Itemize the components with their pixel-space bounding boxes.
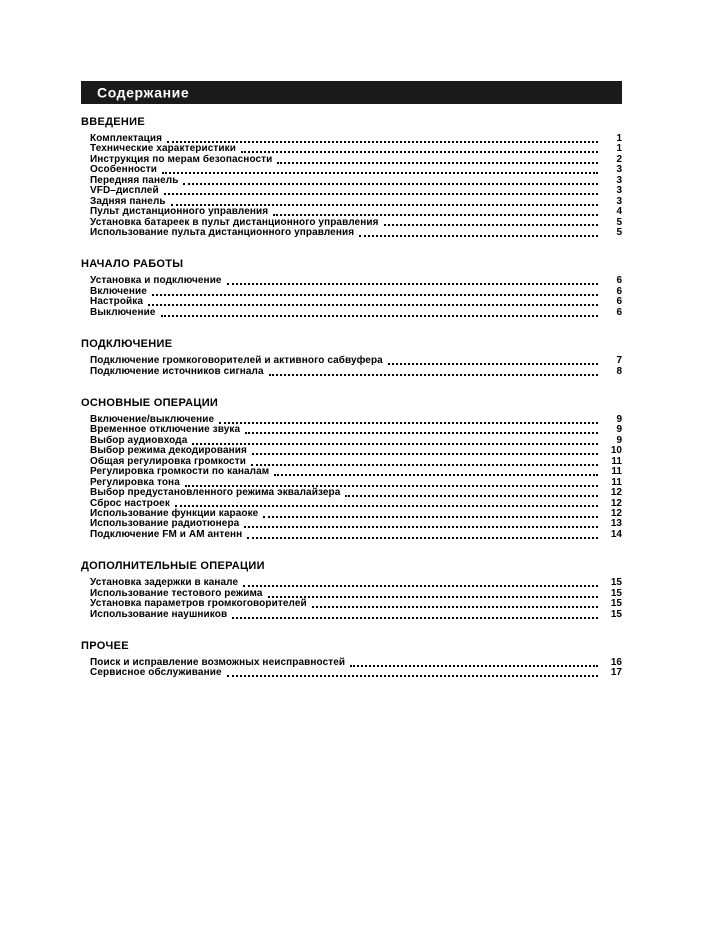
toc-entry — [90, 356, 622, 366]
toc-entry-page-number: 3 — [616, 164, 622, 176]
toc-entry-label: Использование тестового режима — [90, 587, 263, 599]
contents-title-bar — [81, 81, 622, 104]
toc-entry-label: Задняя панель — [90, 195, 166, 207]
toc-entry-page-number: 11 — [611, 455, 622, 467]
toc-entry-page-number: 10 — [610, 445, 622, 457]
toc-entry — [90, 176, 622, 186]
toc-entry — [90, 207, 622, 217]
toc-entry — [90, 668, 622, 678]
toc-entry-label: Подключение громкоговорителей и активного сабвуфера — [90, 355, 383, 367]
toc-entry-page-number: 13 — [610, 518, 622, 530]
section-heading: ВВЕДЕНИЕ — [81, 116, 145, 128]
dotted-leader — [388, 363, 598, 365]
toc-section — [81, 258, 622, 318]
toc-entry-page-number: 3 — [616, 174, 622, 186]
toc-entry-label: Включение/выключение — [90, 414, 215, 426]
toc-entry — [90, 488, 622, 498]
toc-entry-label: Поиск и исправление возможных неисправностей — [90, 657, 346, 669]
toc-entry-page-number: 15 — [610, 587, 622, 599]
toc-entry-page-number: 11 — [611, 466, 622, 478]
toc-entry-list — [81, 578, 622, 620]
toc-entry-page-number: 9 — [616, 434, 622, 446]
toc-entry-label: Особенности — [90, 164, 157, 176]
toc-section — [81, 560, 622, 620]
dotted-leader — [241, 151, 598, 153]
dotted-leader — [164, 193, 598, 195]
toc-entry-page-number: 2 — [616, 153, 622, 165]
toc-entry-label: Сервисное обслуживание — [90, 667, 222, 679]
toc-entry — [90, 530, 622, 540]
toc-entry-label: Подключение источников сигнала — [90, 365, 264, 377]
dotted-leader — [247, 537, 598, 539]
toc-entry-label: Использование наушников — [90, 608, 228, 620]
dotted-leader — [277, 162, 598, 164]
dotted-leader — [251, 464, 598, 466]
toc-entry-label: Временное отключение звука — [90, 424, 241, 436]
toc-entry-page-number: 1 — [616, 133, 622, 145]
toc-entry-page-number: 15 — [610, 598, 622, 610]
dotted-leader — [312, 606, 598, 608]
toc-entry-page-number: 12 — [610, 507, 622, 519]
toc-entry-page-number: 6 — [616, 296, 622, 308]
toc-entry-label: Настройка — [90, 296, 144, 308]
toc-entry-page-number: 12 — [610, 497, 622, 509]
toc-entry-page-number: 4 — [616, 206, 622, 218]
toc-entry-label: Выбор аудиовхода — [90, 434, 188, 446]
dotted-leader — [350, 665, 598, 667]
toc-entry-label: Инструкция по мерам безопасности — [90, 153, 273, 165]
toc-entry-label: Выключение — [90, 306, 156, 318]
toc-entry-label: Включение — [90, 285, 147, 297]
toc-entry-page-number: 14 — [610, 528, 622, 540]
section-heading: ПОДКЛЮЧЕНИЕ — [81, 338, 173, 351]
dotted-leader — [359, 235, 598, 237]
toc-entry — [90, 610, 622, 620]
toc-entry-list — [81, 276, 622, 318]
toc-entry-label: Установка задержки в канале — [90, 577, 239, 589]
toc-entry-label: Установка и подключение — [90, 275, 222, 287]
dotted-leader — [252, 453, 598, 455]
section-heading: ДОПОЛНИТЕЛЬНЫЕ ОПЕРАЦИИ — [81, 560, 265, 573]
dotted-leader — [192, 443, 598, 445]
toc-entry-label: Установка параметров громкоговорителей — [90, 598, 307, 610]
toc-entry-page-number: 7 — [616, 355, 622, 367]
toc-entry-label: VFD–дисплей — [90, 185, 159, 197]
dotted-leader — [273, 214, 598, 216]
dotted-leader — [268, 596, 599, 598]
dotted-leader — [345, 495, 598, 497]
toc-entry — [90, 287, 622, 297]
dotted-leader — [148, 304, 598, 306]
dotted-leader — [274, 474, 598, 476]
dotted-leader — [227, 675, 598, 677]
toc-section — [81, 338, 622, 377]
toc-entry-page-number: 8 — [616, 365, 622, 377]
toc-entry-page-number: 3 — [616, 185, 622, 197]
toc-entry-list — [81, 356, 622, 377]
toc-entry-page-number: 17 — [610, 667, 622, 679]
dotted-leader — [219, 422, 598, 424]
toc-entry-page-number: 9 — [616, 414, 622, 426]
toc-entry-list — [81, 658, 622, 679]
dotted-leader — [232, 617, 598, 619]
toc-entry-list — [81, 415, 622, 540]
toc-entry-label: Установка батареек в пульт дистанционного управления — [90, 216, 379, 228]
toc-entry-label: Регулировка громкости по каналам — [90, 466, 270, 478]
toc-entry — [90, 276, 622, 286]
toc-entry-page-number: 3 — [616, 195, 622, 207]
toc-entry — [90, 155, 622, 165]
toc-entry-page-number: 15 — [610, 608, 622, 620]
dotted-leader — [227, 283, 598, 285]
toc-entry-page-number: 16 — [610, 657, 622, 669]
toc-entry-label: Использование радиотюнера — [90, 518, 240, 530]
page-title: Содержание — [97, 84, 190, 100]
dotted-leader — [161, 315, 598, 317]
dotted-leader — [244, 526, 598, 528]
toc-sections — [81, 116, 622, 679]
dotted-leader — [152, 294, 598, 296]
dotted-leader — [243, 585, 598, 587]
toc-entry-page-number: 6 — [616, 285, 622, 297]
toc-entry-page-number: 11 — [611, 476, 622, 488]
toc-entry-label: Пульт дистанционного управления — [90, 206, 269, 218]
toc-entry-page-number: 15 — [610, 577, 622, 589]
toc-entry-label: Передняя панель — [90, 174, 179, 186]
toc-entry-page-number: 5 — [616, 216, 622, 228]
dotted-leader — [384, 224, 598, 226]
toc-entry — [90, 297, 622, 307]
toc-entry-label: Использование функции караоке — [90, 507, 259, 519]
dotted-leader — [263, 516, 598, 518]
toc-entry — [90, 367, 622, 377]
dotted-leader — [162, 172, 598, 174]
toc-entry-label: Выбор режима декодирования — [90, 445, 247, 457]
toc-section — [81, 397, 622, 540]
table-of-contents — [81, 81, 622, 679]
toc-entry-page-number: 6 — [616, 306, 622, 318]
toc-entry-page-number: 9 — [616, 424, 622, 436]
toc-entry-label: Регулировка тона — [90, 476, 180, 488]
section-heading: ПРОЧЕЕ — [81, 640, 129, 652]
section-heading: ОСНОВНЫЕ ОПЕРАЦИИ — [81, 397, 219, 409]
toc-entry-label: Выбор предустановленного режима эквалайзера — [90, 487, 341, 499]
toc-entry-page-number: 5 — [616, 226, 622, 238]
toc-entry — [90, 228, 622, 238]
dotted-leader — [269, 374, 598, 376]
toc-entry-label: Сброс настроек — [90, 497, 170, 509]
toc-entry-page-number: 1 — [616, 143, 622, 155]
toc-entry — [90, 186, 622, 196]
toc-entry — [90, 308, 622, 318]
toc-section — [81, 640, 622, 679]
dotted-leader — [183, 183, 598, 185]
toc-entry — [90, 599, 622, 609]
toc-entry-label: Общая регулировка громкости — [90, 455, 246, 467]
toc-section — [81, 116, 622, 238]
toc-entry-label: Технические характеристики — [90, 143, 236, 155]
toc-entry-label: Комплектация — [90, 133, 163, 145]
dotted-leader — [245, 432, 598, 434]
toc-entry-label: Использование пульта дистанционного управления — [90, 226, 355, 238]
toc-entry-label: Подключение FM и AM антенн — [90, 528, 243, 540]
toc-entry-page-number: 6 — [616, 275, 622, 287]
toc-entry-list — [81, 134, 622, 238]
toc-entry-page-number: 12 — [610, 487, 622, 499]
section-heading: НАЧАЛО РАБОТЫ — [81, 258, 184, 271]
